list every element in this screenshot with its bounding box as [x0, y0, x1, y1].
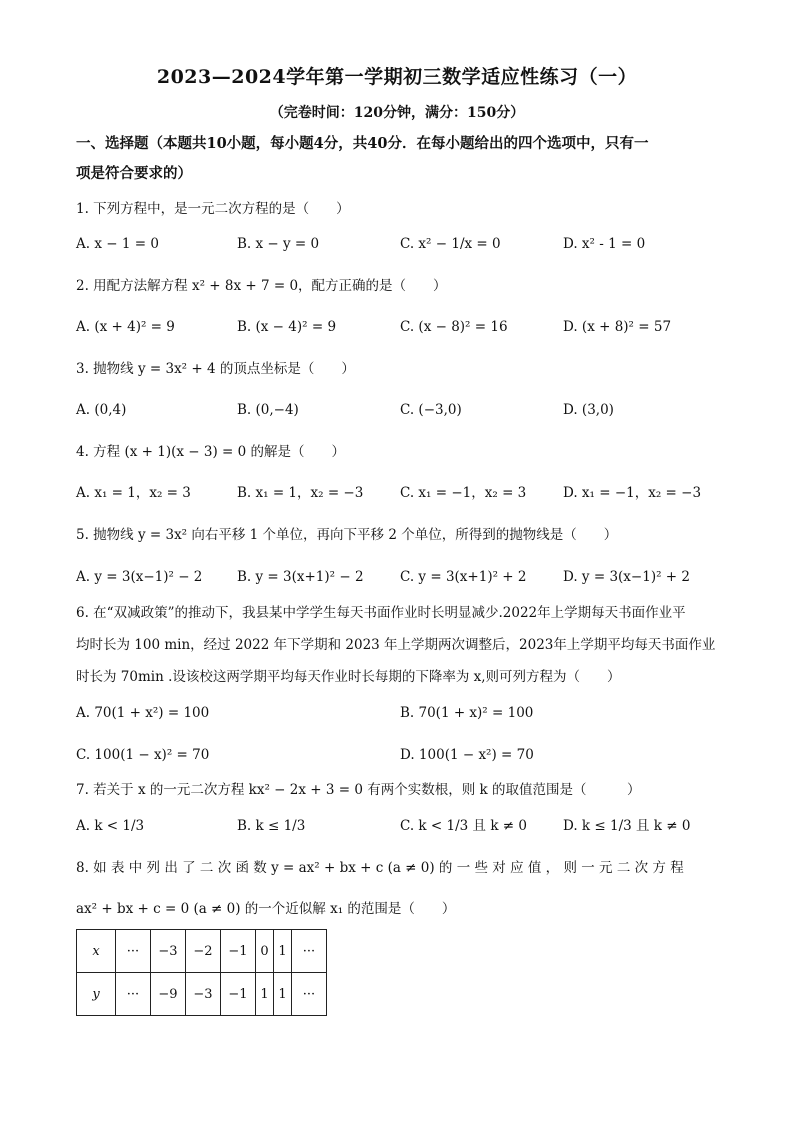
table-cell: −1 — [221, 973, 256, 1016]
option-c: C. k < 1/3 且 k ≠ 0 — [400, 818, 527, 834]
option-a: A. 70(1 + x²) = 100 — [76, 705, 210, 721]
table-cell: 1 — [256, 973, 274, 1016]
option-d: D. x₁ = −1，x₂ = −3 — [563, 485, 702, 501]
question-4-stem: 4. 方程 (x + 1)(x − 3) = 0 的解是（ ） — [76, 444, 345, 460]
page-subtitle: （完卷时间：120分钟，满分：150分） — [269, 105, 525, 121]
option-b: B. k ≤ 1/3 — [237, 818, 306, 834]
table-header-cell: x — [77, 930, 116, 973]
question-4-options — [76, 478, 720, 508]
question-3-stem: 3. 抛物线 y = 3x² + 4 的顶点坐标是（ ） — [76, 361, 355, 377]
question-2-stem: 2. 用配方法解方程 x² + 8x + 7 = 0，配方正确的是（ ） — [76, 278, 447, 294]
question-8-stem-line-1: 8. 如 表 中 列 出 了 二 次 函 数 y = ax² + bx + c (a ≠ 0) 的 一 些 对 应 值 ， 则 一 元 二 次 方 程 — [76, 860, 684, 876]
question-6-stem-line-3: 时长为 70min .设该校这两学期平均每天作业时长每期的下降率为 x,则可列方程为（ ） — [76, 669, 621, 685]
option-d: D. (x + 8)² = 57 — [563, 319, 672, 335]
question-6-options-row-2 — [76, 740, 720, 770]
table-cell: 1 — [274, 930, 292, 973]
table-cell: ··· — [292, 930, 327, 973]
section-heading-line-1: 一、选择题（本题共10小题，每小题4分，共40分．在每小题给出的四个选项中，只有一 — [76, 135, 649, 152]
question-8-stem-line-2: ax² + bx + c = 0 (a ≠ 0) 的一个近似解 x₁ 的范围是（ ） — [76, 901, 456, 917]
table-cell: ··· — [292, 973, 327, 1016]
question-2-options — [76, 312, 720, 342]
question-3-options — [76, 395, 720, 425]
option-a: A. (0,4) — [76, 402, 127, 418]
option-a: A. k < 1/3 — [76, 818, 145, 834]
question-5-options — [76, 562, 720, 592]
option-b: B. x₁ = 1，x₂ = −3 — [237, 485, 364, 501]
question-5-stem: 5. 抛物线 y = 3x² 向右平移 1 个单位，再向下平移 2 个单位，所得到的抛物线是（ ） — [76, 527, 618, 543]
table-cell: 1 — [274, 973, 292, 1016]
option-c: C. (x − 8)² = 16 — [400, 319, 508, 335]
question-7-options — [76, 811, 720, 841]
option-d: D. 100(1 − x²) = 70 — [400, 747, 534, 763]
question-1-stem: 1. 下列方程中，是一元二次方程的是（ ） — [76, 201, 350, 217]
table-cell: −1 — [221, 930, 256, 973]
option-a: A. y = 3(x−1)² − 2 — [76, 569, 203, 585]
question-6-options-row-1 — [76, 698, 720, 728]
question-6-stem-line-1: 6. 在“双减政策”的推动下，我县某中学学生每天书面作业时长明显减少.2022年上学期每天书面作业平 — [76, 605, 686, 621]
value-table — [76, 929, 327, 1016]
table-cell: −3 — [186, 973, 221, 1016]
table-cell: ··· — [116, 930, 151, 973]
table-header-cell: y — [77, 973, 116, 1016]
option-d: D. y = 3(x−1)² + 2 — [563, 569, 690, 585]
question-1-options — [76, 229, 720, 259]
option-a: A. x − 1 = 0 — [76, 236, 159, 252]
table-row — [77, 930, 327, 973]
table-cell: −2 — [186, 930, 221, 973]
option-b: B. x − y = 0 — [237, 236, 320, 252]
option-a: A. (x + 4)² = 9 — [76, 319, 175, 335]
option-c: C. (−3,0) — [400, 402, 462, 418]
option-b: B. 70(1 + x)² = 100 — [400, 705, 534, 721]
option-c: C. x₁ = −1，x₂ = 3 — [400, 485, 527, 501]
table-cell: −3 — [151, 930, 186, 973]
option-b: B. y = 3(x+1)² − 2 — [237, 569, 364, 585]
table-row — [77, 973, 327, 1016]
option-d: D. x² - 1 = 0 — [563, 236, 646, 252]
option-a: A. x₁ = 1，x₂ = 3 — [76, 485, 191, 501]
table-cell: −9 — [151, 973, 186, 1016]
option-c: C. 100(1 − x)² = 70 — [76, 747, 210, 763]
option-c: C. y = 3(x+1)² + 2 — [400, 569, 527, 585]
section-heading-line-2: 项是符合要求的） — [76, 165, 192, 182]
option-d: D. k ≤ 1/3 且 k ≠ 0 — [563, 818, 691, 834]
table-cell: 0 — [256, 930, 274, 973]
page-title: 2023—2024学年第一学期初三数学适应性练习（一） — [156, 66, 638, 88]
question-6-stem-line-2: 均时长为 100 min，经过 2022 年下学期和 2023 年上学期两次调整后，2023年上学期平均每天书面作业 — [76, 637, 716, 653]
option-b: B. (0,−4) — [237, 402, 299, 418]
option-c: C. x² − 1/x = 0 — [400, 236, 501, 252]
option-d: D. (3,0) — [563, 402, 614, 418]
question-7-stem: 7. 若关于 x 的一元二次方程 kx² − 2x + 3 = 0 有两个实数根，则 k 的取值范围是（ ） — [76, 782, 641, 798]
table-cell: ··· — [116, 973, 151, 1016]
option-b: B. (x − 4)² = 9 — [237, 319, 337, 335]
